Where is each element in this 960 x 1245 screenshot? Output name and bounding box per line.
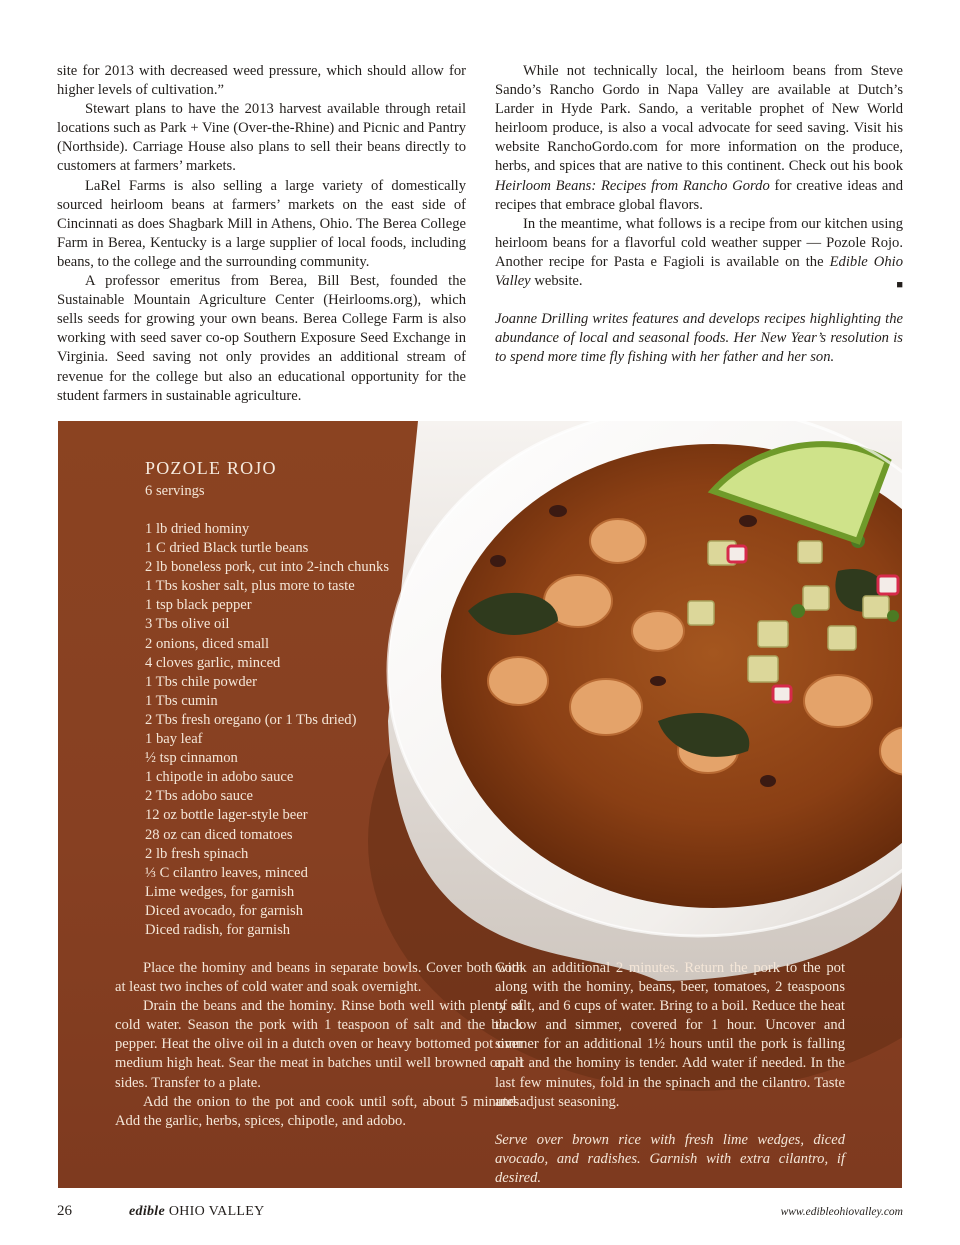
ingredient-item: ⅓ C cilantro leaves, minced — [145, 864, 308, 881]
recipe-method-left — [115, 959, 523, 1131]
ingredient-list — [145, 520, 389, 940]
ingredient-item: 1 Tbs cumin — [145, 692, 218, 709]
magazine-edible: edible — [129, 1204, 166, 1219]
ingredient-item: 28 oz can diced tomatoes — [145, 826, 293, 843]
book-title: Heirloom Beans: Recipes from Rancho Gordo — [495, 177, 770, 194]
ingredient-item: 1 Tbs chile powder — [145, 673, 257, 690]
article-paragraph: A professor emeritus from Berea, Bill Best, founded the Sustainable Mountain Agriculture Center (Heirlooms.org), which sells seeds for growing your own beans. Berea College Farm is also working with seed saver co-op Southern Exposure Seed Exchange in Virginia. Seed saving not only provides an additional stream of revenue for the college but also an educational opportunity for the student farmers in sustainable agriculture. — [57, 273, 466, 404]
ingredient-item: 2 Tbs fresh oregano (or 1 Tbs dried) — [145, 711, 357, 728]
serving-note: Serve over brown rice with fresh lime wedges, diced avocado, and radishes. Garnish with extra cilantro, if desired. — [495, 1131, 845, 1186]
ingredient-item: 1 Tbs kosher salt, plus more to taste — [145, 578, 355, 595]
article-left-column — [57, 62, 466, 406]
article-paragraph: In the meantime, what follows is a recipe from our kitchen using heirloom beans for a flavorful cold weather supper — Pozole Rojo. Another recipe for Pasta e Fagioli is available on the Edible Ohio Valley website. ■ — [495, 215, 903, 291]
ingredient-item: 1 lb dried hominy — [145, 521, 250, 537]
ingredient-item: Diced radish, for garnish — [145, 921, 291, 938]
page-number: 26 — [57, 1203, 72, 1219]
ingredient-item: 2 Tbs adobo sauce — [145, 788, 253, 805]
ingredient-item: 1 chipotle in adobo sauce — [145, 769, 294, 786]
article-paragraph: While not technically local, the heirloom beans from Steve Sando’s Rancho Gordo in Napa Valley are available at Dutch’s Larder in Hyde Park. Sando, a veritable prophet of New World heirloom produce, is also a vocal advocate for seed saving. Visit his website RanchoGordo.com for more information on the produce, herbs, and spices that are native to this continent. Check out his book Heirloom Beans: Recipes from Rancho Gordo for creative ideas and recipes that embrace global flavors. — [495, 63, 904, 213]
ingredient-item: 1 tsp black pepper — [145, 597, 252, 614]
magazine-footer — [129, 1204, 265, 1220]
method-paragraph: Cook an additional 2 minutes. Return the pork to the pot along with the hominy, beans, beer, tomatoes, 2 teaspoons of salt, and 6 cups of water. Bring to a boil. Reduce the heat to low and simmer, covered for 1 hour. Uncover and simmer for an additional 1½ hours until the pork is falling apart and the hominy is tender. Add water if needed. In the last few minutes, fold in the spinach and the cilantro. Taste and adjust seasoning. — [495, 960, 845, 1110]
magazine-url: www.edibleohiovalley.com — [780, 1206, 903, 1218]
article-paragraph: LaRel Farms is also selling a large variety of domestically sourced heirloom beans at farmers’ markets on the east side of Cincinnati as does Shagbark Mill in Athens, Ohio. The Berea College Farm in Berea, Kentucky is a large supplier of local foods, including beans, to the college and the surrounding community. — [57, 177, 466, 270]
recipe-method-right — [495, 959, 845, 1188]
ingredient-item: 2 lb boneless pork, cut into 2-inch chunks — [145, 559, 390, 576]
recipe-title: POZOLE ROJO — [145, 458, 277, 478]
ingredient-item: 2 lb fresh spinach — [145, 845, 249, 862]
end-of-article-mark: ■ — [896, 279, 903, 292]
method-paragraph: Drain the beans and the hominy. Rinse both well with plenty of cold water. Season the pork with 1 teaspoon of salt and the black pepper. Heat the olive oil in a dutch oven or heavy bottomed pot over medium high heat. Sear the meat in batches until well browned on all sides. Transfer to a plate. — [115, 998, 523, 1091]
ingredient-item: 2 onions, diced small — [145, 635, 270, 652]
ingredient-item: 4 cloves garlic, minced — [145, 654, 281, 671]
ingredient-item: 12 oz bottle lager-style beer — [145, 807, 308, 824]
magazine-region: OHIO VALLEY — [168, 1204, 265, 1219]
method-paragraph: Add the onion to the pot and cook until soft, about 5 minutes. Add the garlic, herbs, spices, chipotle, and adobo. — [115, 1093, 523, 1129]
ingredient-item: Lime wedges, for garnish — [145, 883, 295, 900]
article-right-column — [495, 62, 903, 367]
recipe-servings: 6 servings — [145, 483, 205, 499]
article-paragraph: site for 2013 with decreased weed pressure, which should allow for higher levels of cultivation.” — [57, 63, 466, 99]
ingredient-item: 3 Tbs olive oil — [145, 616, 230, 633]
article-paragraph: Stewart plans to have the 2013 harvest available through retail locations such as Park + Vine (Over-the-Rhine) and Picnic and Pantry (Northside). Carriage House also plans to sell their beans directly to customers at farmers’ markets. — [57, 101, 466, 175]
magazine-name: Edible Ohio Valley — [495, 253, 903, 290]
recipe-panel — [58, 421, 902, 1188]
ingredient-item: ½ tsp cinnamon — [145, 750, 238, 767]
ingredient-item: 1 bay leaf — [145, 731, 203, 748]
ingredient-item: Diced avocado, for garnish — [145, 902, 304, 919]
method-paragraph: Place the hominy and beans in separate bowls. Cover both with at least two inches of cold water and soak overnight. — [115, 960, 523, 996]
author-bio: Joanne Drilling writes features and develops recipes highlighting the abundance of local and seasonal foods. Her New Year’s resolution is to spend more time fly fishing with her father and her son. — [495, 311, 903, 366]
ingredient-item: 1 C dried Black turtle beans — [145, 540, 309, 557]
